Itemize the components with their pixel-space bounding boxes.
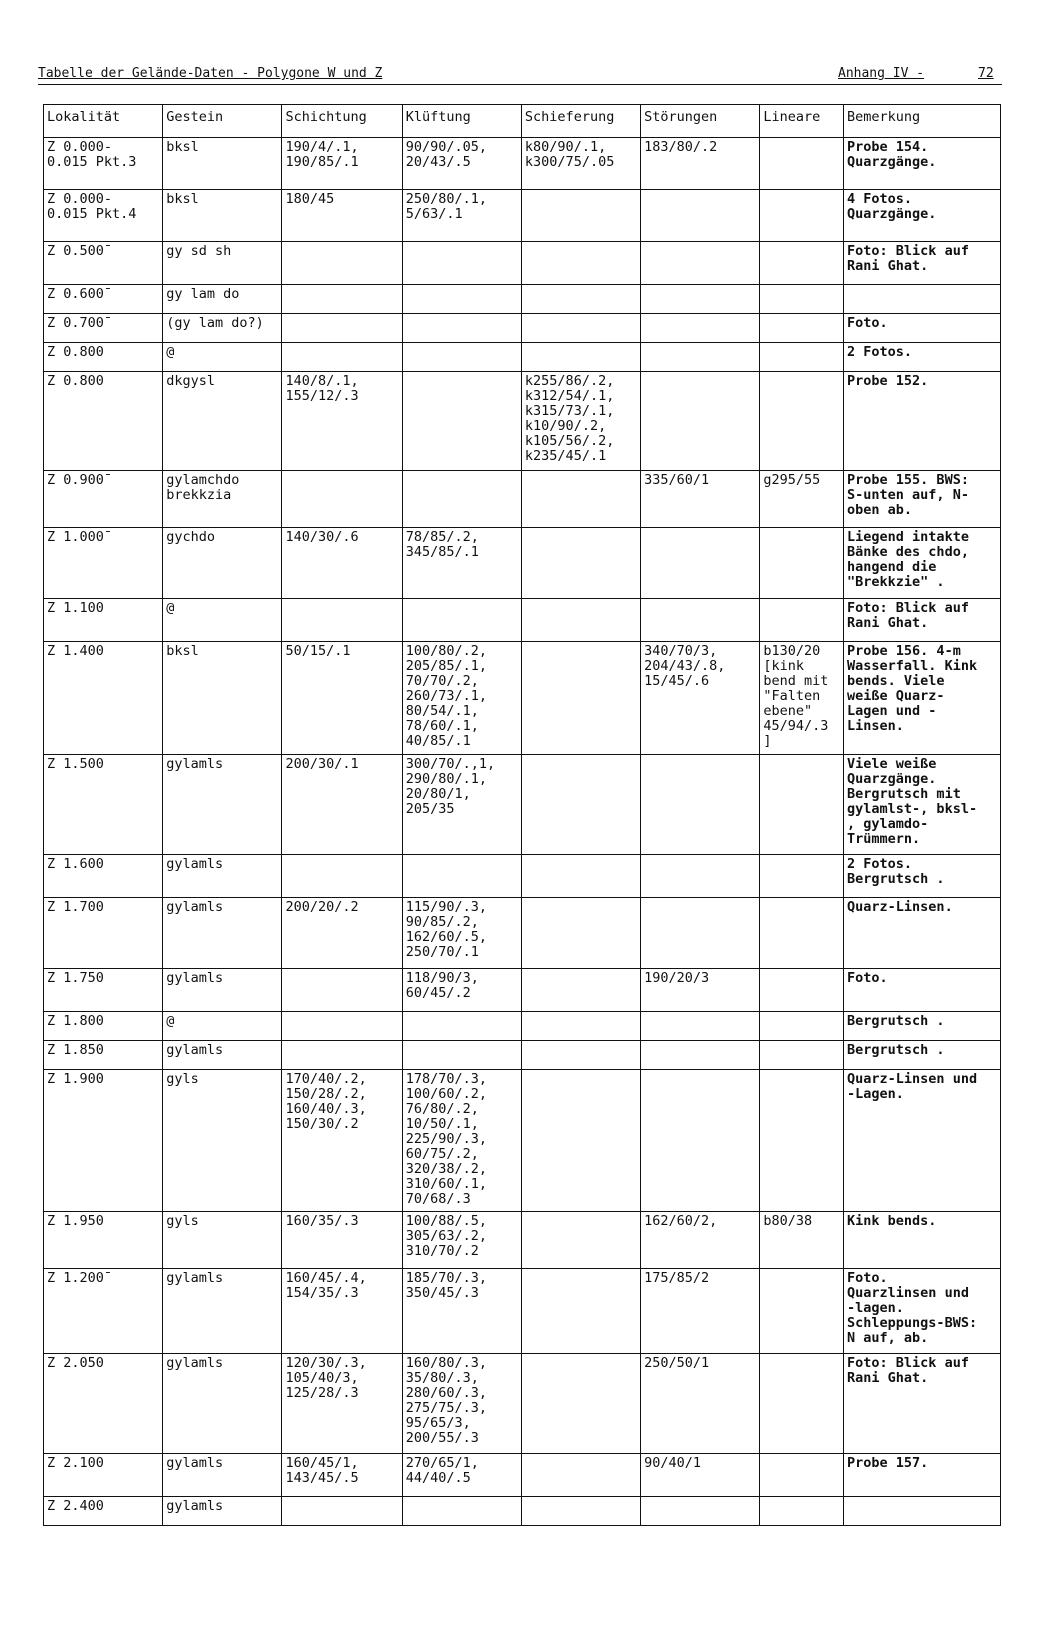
cell-gestein: gyls bbox=[163, 1070, 282, 1212]
cell-schichtung bbox=[282, 599, 402, 642]
cell-klueftung bbox=[402, 599, 521, 642]
cell-stoerungen bbox=[641, 1497, 760, 1526]
cell-bemerkung: 4 Fotos. Quarzgänge. bbox=[844, 190, 1001, 242]
cell-schieferung: k255/86/.2, k312/54/.1, k315/73/.1, k10/90/.2, k105/56/.2, k235/45/.1 bbox=[521, 372, 640, 471]
cell-lokalitaet: Z 0.800 bbox=[44, 372, 163, 471]
cell-gestein: gylamls bbox=[163, 1454, 282, 1497]
cell-schichtung: 200/30/.1 bbox=[282, 755, 402, 855]
cell-schichtung bbox=[282, 969, 402, 1012]
cell-schichtung: 120/30/.3, 105/40/3, 125/28/.3 bbox=[282, 1354, 402, 1454]
cell-klueftung bbox=[402, 343, 521, 372]
cell-lokalitaet: Z 0.700¯ bbox=[44, 314, 163, 343]
cell-bemerkung: Viele weiße Quarzgänge. Bergrutsch mit gylamlst-, bksl- , gylamdo- Trümmern. bbox=[844, 755, 1001, 855]
cell-stoerungen: 250/50/1 bbox=[641, 1354, 760, 1454]
cell-gestein: gylamls bbox=[163, 898, 282, 969]
cell-bemerkung: Foto. bbox=[844, 314, 1001, 343]
cell-lokalitaet: Z 1.600 bbox=[44, 855, 163, 898]
table-row bbox=[44, 642, 1001, 755]
column-header: Gestein bbox=[163, 105, 282, 138]
cell-lokalitaet: Z 0.500¯ bbox=[44, 242, 163, 285]
cell-stoerungen bbox=[641, 242, 760, 285]
field-data-table bbox=[43, 104, 1001, 1526]
cell-klueftung bbox=[402, 314, 521, 343]
cell-schieferung bbox=[521, 1354, 640, 1454]
cell-gestein: gylamls bbox=[163, 1354, 282, 1454]
table-row bbox=[44, 855, 1001, 898]
cell-schieferung bbox=[521, 1497, 640, 1526]
cell-stoerungen: 340/70/3, 204/43/.8, 15/45/.6 bbox=[641, 642, 760, 755]
cell-schichtung bbox=[282, 1012, 402, 1041]
cell-bemerkung: Kink bends. bbox=[844, 1212, 1001, 1269]
cell-stoerungen bbox=[641, 343, 760, 372]
cell-lineare bbox=[760, 1354, 844, 1454]
cell-bemerkung: Foto: Blick auf Rani Ghat. bbox=[844, 1354, 1001, 1454]
cell-lineare bbox=[760, 242, 844, 285]
cell-schichtung: 160/45/.4, 154/35/.3 bbox=[282, 1269, 402, 1354]
cell-lineare bbox=[760, 855, 844, 898]
cell-lokalitaet: Z 1.850 bbox=[44, 1041, 163, 1070]
cell-lokalitaet: Z 1.800 bbox=[44, 1012, 163, 1041]
table-row bbox=[44, 1497, 1001, 1526]
cell-schieferung bbox=[521, 471, 640, 528]
column-header: Lineare bbox=[760, 105, 844, 138]
cell-lineare bbox=[760, 285, 844, 314]
cell-gestein: gylamls bbox=[163, 1269, 282, 1354]
table-row bbox=[44, 1070, 1001, 1212]
cell-klueftung: 90/90/.05, 20/43/.5 bbox=[402, 138, 521, 190]
cell-schichtung: 190/4/.1, 190/85/.1 bbox=[282, 138, 402, 190]
cell-bemerkung: Probe 152. bbox=[844, 372, 1001, 471]
cell-stoerungen bbox=[641, 1041, 760, 1070]
cell-lokalitaet: Z 1.100 bbox=[44, 599, 163, 642]
cell-schieferung bbox=[521, 1012, 640, 1041]
cell-stoerungen: 183/80/.2 bbox=[641, 138, 760, 190]
cell-stoerungen bbox=[641, 190, 760, 242]
cell-bemerkung: 2 Fotos. Bergrutsch . bbox=[844, 855, 1001, 898]
cell-bemerkung: 2 Fotos. bbox=[844, 343, 1001, 372]
cell-schieferung bbox=[521, 1269, 640, 1354]
cell-schieferung bbox=[521, 1212, 640, 1269]
cell-lokalitaet: Z 2.100 bbox=[44, 1454, 163, 1497]
cell-gestein: (gy lam do?) bbox=[163, 314, 282, 343]
column-header: Bemerkung bbox=[844, 105, 1001, 138]
cell-bemerkung: Liegend intakte Bänke des chdo, hangend die "Brekkzie" . bbox=[844, 528, 1001, 599]
cell-schieferung bbox=[521, 1041, 640, 1070]
cell-lokalitaet: Z 1.950 bbox=[44, 1212, 163, 1269]
column-header: Schieferung bbox=[521, 105, 640, 138]
cell-schieferung bbox=[521, 242, 640, 285]
cell-schichtung bbox=[282, 314, 402, 343]
cell-lokalitaet: Z 1.500 bbox=[44, 755, 163, 855]
column-header: Schichtung bbox=[282, 105, 402, 138]
cell-lineare bbox=[760, 343, 844, 372]
cell-gestein: @ bbox=[163, 599, 282, 642]
cell-stoerungen bbox=[641, 1070, 760, 1212]
cell-stoerungen bbox=[641, 855, 760, 898]
cell-gestein: @ bbox=[163, 1012, 282, 1041]
cell-stoerungen: 190/20/3 bbox=[641, 969, 760, 1012]
cell-lineare bbox=[760, 1070, 844, 1212]
cell-klueftung: 100/80/.2, 205/85/.1, 70/70/.2, 260/73/.1, 80/54/.1, 78/60/.1, 40/85/.1 bbox=[402, 642, 521, 755]
cell-schichtung: 140/8/.1, 155/12/.3 bbox=[282, 372, 402, 471]
cell-schieferung bbox=[521, 855, 640, 898]
cell-bemerkung: Bergrutsch . bbox=[844, 1041, 1001, 1070]
cell-lineare: g295/55 bbox=[760, 471, 844, 528]
column-header: Störungen bbox=[641, 105, 760, 138]
cell-stoerungen: 162/60/2, bbox=[641, 1212, 760, 1269]
table-row bbox=[44, 1041, 1001, 1070]
cell-schieferung bbox=[521, 642, 640, 755]
cell-lokalitaet: Z 1.700 bbox=[44, 898, 163, 969]
cell-bemerkung: Probe 157. bbox=[844, 1454, 1001, 1497]
cell-lineare bbox=[760, 528, 844, 599]
cell-bemerkung bbox=[844, 1497, 1001, 1526]
cell-klueftung bbox=[402, 285, 521, 314]
cell-klueftung: 270/65/1, 44/40/.5 bbox=[402, 1454, 521, 1497]
cell-lineare: b130/20 [kink bend mit "Falten ebene" 45/94/.3 ] bbox=[760, 642, 844, 755]
cell-lokalitaet: Z 2.400 bbox=[44, 1497, 163, 1526]
cell-klueftung: 178/70/.3, 100/60/.2, 76/80/.2, 10/50/.1, 225/90/.3, 60/75/.2, 320/38/.2, 310/60/.1, 70/68/.3 bbox=[402, 1070, 521, 1212]
cell-lineare bbox=[760, 969, 844, 1012]
cell-schichtung bbox=[282, 343, 402, 372]
table-row bbox=[44, 314, 1001, 343]
cell-stoerungen bbox=[641, 755, 760, 855]
cell-lokalitaet: Z 1.750 bbox=[44, 969, 163, 1012]
cell-stoerungen bbox=[641, 599, 760, 642]
cell-bemerkung: Probe 156. 4-m Wasserfall. Kink bends. Viele weiße Quarz- Lagen und - Linsen. bbox=[844, 642, 1001, 755]
cell-bemerkung: Foto: Blick auf Rani Ghat. bbox=[844, 242, 1001, 285]
table-row bbox=[44, 242, 1001, 285]
cell-schieferung bbox=[521, 898, 640, 969]
cell-bemerkung: Bergrutsch . bbox=[844, 1012, 1001, 1041]
table-row bbox=[44, 599, 1001, 642]
table-row bbox=[44, 138, 1001, 190]
cell-lineare bbox=[760, 372, 844, 471]
cell-schichtung bbox=[282, 1497, 402, 1526]
cell-lineare bbox=[760, 190, 844, 242]
annex-label: Anhang IV - bbox=[838, 66, 925, 81]
cell-schieferung bbox=[521, 1454, 640, 1497]
cell-klueftung: 300/70/.,1, 290/80/.1, 20/80/1, 205/35 bbox=[402, 755, 521, 855]
cell-gestein: gylamls bbox=[163, 969, 282, 1012]
table-row bbox=[44, 969, 1001, 1012]
cell-gestein: gychdo bbox=[163, 528, 282, 599]
cell-lineare bbox=[760, 1454, 844, 1497]
table-row bbox=[44, 528, 1001, 599]
cell-lineare bbox=[760, 138, 844, 190]
table-header-row bbox=[44, 105, 1001, 138]
cell-lokalitaet: Z 0.000- 0.015 Pkt.3 bbox=[44, 138, 163, 190]
cell-stoerungen: 175/85/2 bbox=[641, 1269, 760, 1354]
cell-klueftung bbox=[402, 1497, 521, 1526]
table-row bbox=[44, 898, 1001, 969]
cell-lineare bbox=[760, 1041, 844, 1070]
cell-lokalitaet: Z 0.900¯ bbox=[44, 471, 163, 528]
cell-lokalitaet: Z 1.200¯ bbox=[44, 1269, 163, 1354]
cell-schichtung: 200/20/.2 bbox=[282, 898, 402, 969]
cell-schichtung: 160/35/.3 bbox=[282, 1212, 402, 1269]
cell-gestein: bksl bbox=[163, 642, 282, 755]
table-row bbox=[44, 190, 1001, 242]
table-row bbox=[44, 372, 1001, 471]
cell-schichtung: 140/30/.6 bbox=[282, 528, 402, 599]
cell-gestein: dkgysl bbox=[163, 372, 282, 471]
cell-gestein: gylamchdo brekkzia bbox=[163, 471, 282, 528]
cell-stoerungen bbox=[641, 528, 760, 599]
cell-gestein: @ bbox=[163, 343, 282, 372]
column-header: Klüftung bbox=[402, 105, 521, 138]
cell-stoerungen bbox=[641, 372, 760, 471]
cell-lineare bbox=[760, 1497, 844, 1526]
cell-stoerungen: 335/60/1 bbox=[641, 471, 760, 528]
cell-stoerungen bbox=[641, 314, 760, 343]
cell-lineare bbox=[760, 314, 844, 343]
cell-klueftung: 250/80/.1, 5/63/.1 bbox=[402, 190, 521, 242]
table-body bbox=[44, 138, 1001, 1526]
cell-stoerungen: 90/40/1 bbox=[641, 1454, 760, 1497]
cell-schieferung bbox=[521, 1070, 640, 1212]
table-row bbox=[44, 1269, 1001, 1354]
cell-klueftung bbox=[402, 1041, 521, 1070]
cell-schichtung bbox=[282, 855, 402, 898]
cell-lokalitaet: Z 0.000- 0.015 Pkt.4 bbox=[44, 190, 163, 242]
cell-gestein: gylamls bbox=[163, 1497, 282, 1526]
column-header: Lokalität bbox=[44, 105, 163, 138]
cell-bemerkung: Probe 155. BWS: S-unten auf, N- oben ab. bbox=[844, 471, 1001, 528]
cell-schichtung bbox=[282, 471, 402, 528]
table-row bbox=[44, 1354, 1001, 1454]
cell-klueftung: 115/90/.3, 90/85/.2, 162/60/.5, 250/70/.1 bbox=[402, 898, 521, 969]
cell-lineare bbox=[760, 755, 844, 855]
cell-schichtung bbox=[282, 1041, 402, 1070]
cell-klueftung: 118/90/3, 60/45/.2 bbox=[402, 969, 521, 1012]
cell-klueftung bbox=[402, 242, 521, 285]
cell-lokalitaet: Z 1.000¯ bbox=[44, 528, 163, 599]
cell-schichtung: 50/15/.1 bbox=[282, 642, 402, 755]
cell-klueftung: 160/80/.3, 35/80/.3, 280/60/.3, 275/75/.3, 95/65/3, 200/55/.3 bbox=[402, 1354, 521, 1454]
cell-schieferung bbox=[521, 285, 640, 314]
cell-lineare bbox=[760, 599, 844, 642]
cell-lokalitaet: Z 0.800 bbox=[44, 343, 163, 372]
cell-stoerungen bbox=[641, 898, 760, 969]
cell-lokalitaet: Z 1.900 bbox=[44, 1070, 163, 1212]
cell-schieferung bbox=[521, 755, 640, 855]
cell-schichtung: 160/45/1, 143/45/.5 bbox=[282, 1454, 402, 1497]
table-row bbox=[44, 471, 1001, 528]
page-number: 72 bbox=[978, 66, 994, 81]
cell-schieferung: k80/90/.1, k300/75/.05 bbox=[521, 138, 640, 190]
cell-schieferung bbox=[521, 528, 640, 599]
cell-schieferung bbox=[521, 599, 640, 642]
cell-lineare: b80/38 bbox=[760, 1212, 844, 1269]
page-header bbox=[38, 64, 1002, 85]
cell-klueftung bbox=[402, 372, 521, 471]
table-row bbox=[44, 285, 1001, 314]
cell-bemerkung bbox=[844, 285, 1001, 314]
table-title: Tabelle der Gelände-Daten - Polygone W und Z bbox=[38, 66, 383, 81]
cell-schieferung bbox=[521, 190, 640, 242]
cell-bemerkung: Foto. Quarzlinsen und -lagen. Schleppungs-BWS: N auf, ab. bbox=[844, 1269, 1001, 1354]
cell-schichtung: 180/45 bbox=[282, 190, 402, 242]
cell-klueftung bbox=[402, 1012, 521, 1041]
table-row bbox=[44, 1012, 1001, 1041]
cell-klueftung: 100/88/.5, 305/63/.2, 310/70/.2 bbox=[402, 1212, 521, 1269]
cell-lineare bbox=[760, 1269, 844, 1354]
cell-lokalitaet: Z 0.600¯ bbox=[44, 285, 163, 314]
cell-bemerkung: Quarz-Linsen und -Lagen. bbox=[844, 1070, 1001, 1212]
cell-gestein: gy lam do bbox=[163, 285, 282, 314]
cell-lokalitaet: Z 2.050 bbox=[44, 1354, 163, 1454]
cell-schieferung bbox=[521, 969, 640, 1012]
cell-bemerkung: Quarz-Linsen. bbox=[844, 898, 1001, 969]
cell-klueftung bbox=[402, 855, 521, 898]
cell-schieferung bbox=[521, 343, 640, 372]
cell-gestein: bksl bbox=[163, 138, 282, 190]
cell-gestein: gy sd sh bbox=[163, 242, 282, 285]
cell-gestein: bksl bbox=[163, 190, 282, 242]
cell-klueftung: 78/85/.2, 345/85/.1 bbox=[402, 528, 521, 599]
cell-stoerungen bbox=[641, 1012, 760, 1041]
table-row bbox=[44, 1212, 1001, 1269]
cell-klueftung bbox=[402, 471, 521, 528]
cell-schieferung bbox=[521, 314, 640, 343]
cell-gestein: gylamls bbox=[163, 755, 282, 855]
cell-lokalitaet: Z 1.400 bbox=[44, 642, 163, 755]
table-row bbox=[44, 1454, 1001, 1497]
cell-lineare bbox=[760, 898, 844, 969]
table-row bbox=[44, 755, 1001, 855]
cell-gestein: gylamls bbox=[163, 855, 282, 898]
cell-bemerkung: Foto: Blick auf Rani Ghat. bbox=[844, 599, 1001, 642]
cell-lineare bbox=[760, 1012, 844, 1041]
cell-klueftung: 185/70/.3, 350/45/.3 bbox=[402, 1269, 521, 1354]
cell-stoerungen bbox=[641, 285, 760, 314]
cell-schichtung bbox=[282, 242, 402, 285]
cell-gestein: gylamls bbox=[163, 1041, 282, 1070]
cell-schichtung bbox=[282, 285, 402, 314]
cell-bemerkung: Foto. bbox=[844, 969, 1001, 1012]
cell-schichtung: 170/40/.2, 150/28/.2, 160/40/.3, 150/30/.2 bbox=[282, 1070, 402, 1212]
cell-gestein: gyls bbox=[163, 1212, 282, 1269]
cell-bemerkung: Probe 154. Quarzgänge. bbox=[844, 138, 1001, 190]
table-row bbox=[44, 343, 1001, 372]
